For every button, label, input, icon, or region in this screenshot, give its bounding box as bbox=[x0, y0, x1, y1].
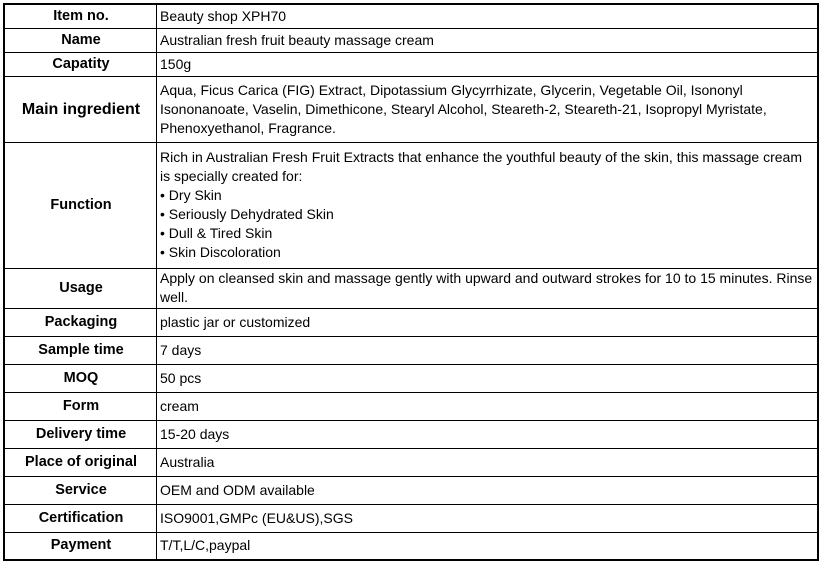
row-label: Function bbox=[4, 142, 157, 268]
spec-row-payment bbox=[4, 532, 818, 560]
row-value: Beauty shop XPH70 bbox=[157, 4, 819, 28]
function-intro: Rich in Australian Fresh Fruit Extracts that enhance the youthful beauty of the skin, this massage cream is specially created for: bbox=[160, 149, 802, 184]
row-label: Name bbox=[4, 28, 157, 52]
spec-row-capacity bbox=[4, 52, 818, 76]
row-label: Delivery time bbox=[4, 420, 157, 448]
function-bullet-list bbox=[160, 186, 815, 262]
row-label: Usage bbox=[4, 268, 157, 308]
row-label: Form bbox=[4, 392, 157, 420]
spec-row-moq bbox=[4, 364, 818, 392]
bullet-item: • Dull & Tired Skin bbox=[160, 224, 815, 243]
row-label: Item no. bbox=[4, 4, 157, 28]
row-label: MOQ bbox=[4, 364, 157, 392]
row-value: plastic jar or customized bbox=[157, 308, 819, 336]
row-label: Capatity bbox=[4, 52, 157, 76]
row-label: Payment bbox=[4, 532, 157, 560]
row-value: T/T,L/C,paypal bbox=[157, 532, 819, 560]
row-value: Australia bbox=[157, 448, 819, 476]
row-label: Service bbox=[4, 476, 157, 504]
spec-row-main-ingredient bbox=[4, 76, 818, 142]
row-label: Main ingredient bbox=[4, 76, 157, 142]
row-value: OEM and ODM available bbox=[157, 476, 819, 504]
spec-row-service bbox=[4, 476, 818, 504]
row-label: Certification bbox=[4, 504, 157, 532]
row-value: Australian fresh fruit beauty massage cream bbox=[157, 28, 819, 52]
spec-row-certification bbox=[4, 504, 818, 532]
row-value: 15-20 days bbox=[157, 420, 819, 448]
bullet-item: • Dry Skin bbox=[160, 186, 815, 205]
spec-row-delivery-time bbox=[4, 420, 818, 448]
row-value: Apply on cleansed skin and massage gently with upward and outward strokes for 10 to 15 minutes. Rinse well. bbox=[157, 268, 819, 308]
spec-row-usage bbox=[4, 268, 818, 308]
row-label: Packaging bbox=[4, 308, 157, 336]
spec-row-packaging bbox=[4, 308, 818, 336]
product-spec-table bbox=[3, 3, 819, 561]
row-label: Sample time bbox=[4, 336, 157, 364]
row-value: 150g bbox=[157, 52, 819, 76]
row-value: 50 pcs bbox=[157, 364, 819, 392]
spec-row-name bbox=[4, 28, 818, 52]
spec-row-sample-time bbox=[4, 336, 818, 364]
bullet-item: • Seriously Dehydrated Skin bbox=[160, 205, 815, 224]
spec-row-form bbox=[4, 392, 818, 420]
spec-row-function bbox=[4, 142, 818, 268]
row-label: Place of original bbox=[4, 448, 157, 476]
bullet-item: • Skin Discoloration bbox=[160, 243, 815, 262]
row-value: 7 days bbox=[157, 336, 819, 364]
row-value: ISO9001,GMPc (EU&US),SGS bbox=[157, 504, 819, 532]
row-value: cream bbox=[157, 392, 819, 420]
row-value bbox=[157, 142, 819, 268]
spec-row-item-no bbox=[4, 4, 818, 28]
spec-row-place-of-original bbox=[4, 448, 818, 476]
row-value: Aqua, Ficus Carica (FIG) Extract, Dipotassium Glycyrrhizate, Glycerin, Vegetable Oil, Isononyl Isononanoate, Vaselin, Dimethicone, Stearyl Alcohol, Steareth-2, Steareth-21, Isopropyl Myristate, Phenoxyethanol, Fragrance. bbox=[157, 76, 819, 142]
